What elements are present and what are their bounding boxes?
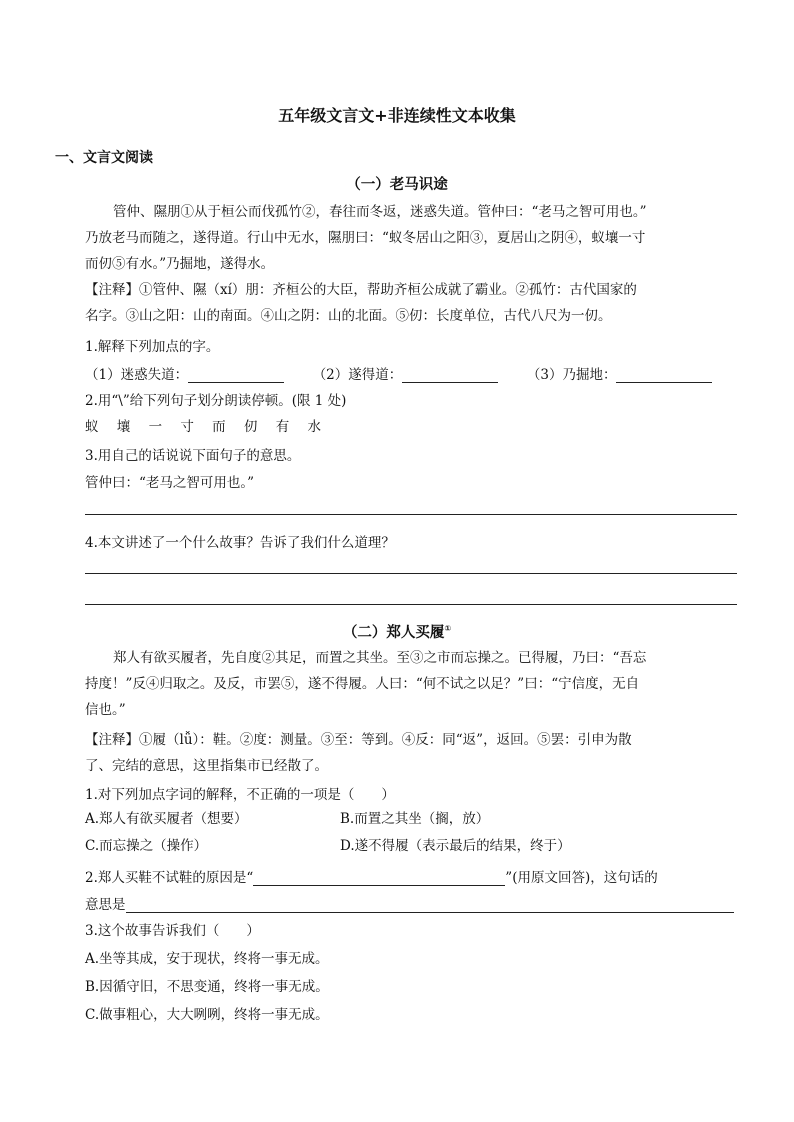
story-2-text bbox=[85, 645, 737, 723]
answer-line[interactable] bbox=[85, 604, 737, 605]
story-1-notes bbox=[85, 277, 737, 329]
story-2-q3-option-c[interactable]: C.做事粗心，大大咧咧，终将一事无成。 bbox=[85, 1007, 329, 1023]
q1-item-c-label: （3）乃掘地： bbox=[526, 367, 617, 383]
story-1-note-line: 【注释】①管仲、隰（xí）朋：齐桓公的大臣，帮助齐桓公成就了霸业。②孤竹：古代国家的 bbox=[85, 282, 637, 298]
story-1-question-2-sentence[interactable]: 蚁 壤 一 寸 而 仞 有 水 bbox=[85, 419, 329, 435]
story-1-question-3-quote: 管仲曰：“老马之智可用也。” bbox=[85, 475, 255, 491]
story-2-q3-option-b[interactable]: B.因循守旧，不思变通，终将一事无成。 bbox=[85, 979, 329, 995]
story-2-text-line: 持度！”反④归取之。及反，市罢⑤，遂不得履。人曰：“何不试之以足？”曰：“宁信度，无自 bbox=[85, 676, 640, 692]
story-1-text-line: 乃放老马而随之，遂得道。行山中无水，隰朋曰：“蚁冬居山之阳③，夏居山之阴④，蚁壤一寸 bbox=[85, 230, 646, 246]
story-1-text-line: 而仞⑤有水。”乃掘地，遂得水。 bbox=[85, 256, 275, 272]
q1-item-c-blank[interactable] bbox=[616, 368, 712, 383]
story-2-option-a[interactable]: A.郑人有欲买履者（想要） bbox=[85, 811, 248, 827]
question-2-meaning-blank[interactable] bbox=[126, 898, 734, 913]
story-2-question-2 bbox=[85, 866, 658, 886]
story-1-question-3: 3.用自己的话说说下面句子的意思。 bbox=[85, 448, 301, 464]
question-2-meaning-label: 意思是 bbox=[85, 897, 126, 913]
q1-item-a-blank[interactable] bbox=[188, 368, 284, 383]
story-1-title: （一）老马识途 bbox=[346, 177, 448, 193]
story-2-note-line: 【注释】①履（lǚ）：鞋。②度：测量。③至：等到。④反：同“返”，返回。⑤罢：引申为散 bbox=[85, 732, 632, 748]
q1-item-b-label: （2）遂得道： bbox=[312, 367, 403, 383]
story-1-question-1-items bbox=[85, 363, 712, 383]
story-2-notes bbox=[85, 727, 737, 779]
story-2-option-d[interactable]: D.遂不得履（表示最后的结果，终于） bbox=[340, 838, 571, 854]
story-2-title: （二）郑人买履① bbox=[342, 624, 452, 641]
story-1-question-4: 4.本文讲述了一个什么故事？告诉了我们什么道理？ bbox=[85, 535, 395, 551]
story-2-text-line: 郑人有欲买履者，先自度②其足，而置之其坐。至③之市而忘操之。已得履，乃曰：“吾忘 bbox=[113, 650, 647, 666]
q1-item-b-blank[interactable] bbox=[402, 368, 498, 383]
story-2-question-3: 3.这个故事告诉我们（ ） bbox=[85, 923, 260, 939]
document-title: 五年级文言文+非连续性文本收集 bbox=[278, 106, 516, 125]
story-1-text-line: 管仲、隰朋①从于桓公而伐孤竹②，春往而冬返，迷惑失道。管仲曰：“老马之智可用也。” bbox=[113, 204, 647, 220]
story-1-text bbox=[85, 199, 737, 277]
story-2-title-note-mark: ① bbox=[444, 624, 452, 634]
question-2-text-end: ”(用原文回答)，这句话的 bbox=[505, 870, 658, 886]
q1-item-a-label: （1）迷惑失道： bbox=[85, 367, 189, 383]
story-1-note-line: 名字。③山之阳：山的南面。④山之阴：山的北面。⑤仞：长度单位，古代八尺为一仞。 bbox=[85, 308, 612, 324]
answer-line[interactable] bbox=[85, 573, 737, 574]
story-2-option-c[interactable]: C.而忘操之（操作） bbox=[85, 838, 208, 854]
question-2-text-start: 2.郑人买鞋不试鞋的原因是“ bbox=[85, 870, 254, 886]
story-2-note-line: 了、完结的意思，这里指集市已经散了。 bbox=[85, 758, 328, 774]
story-2-question-1: 1.对下列加点字词的解释，不正确的一项是（ ） bbox=[85, 787, 395, 803]
question-2-quote-blank[interactable] bbox=[253, 871, 505, 886]
story-1-question-1: 1.解释下列加点的字。 bbox=[85, 339, 220, 355]
story-2-text-line: 信也。” bbox=[85, 702, 126, 718]
answer-line[interactable] bbox=[85, 514, 737, 515]
section-heading-classical-reading: 一、文言文阅读 bbox=[55, 150, 153, 166]
story-1-question-2: 2.用“\”给下列句子划分朗读停顿。(限 1 处) bbox=[85, 393, 347, 409]
story-2-q3-option-a[interactable]: A.坐等其成，安于现状，终将一事无成。 bbox=[85, 951, 329, 967]
story-2-option-b[interactable]: B.而置之其坐（搁，放） bbox=[340, 811, 490, 827]
story-2-question-2-line-2 bbox=[85, 893, 734, 913]
